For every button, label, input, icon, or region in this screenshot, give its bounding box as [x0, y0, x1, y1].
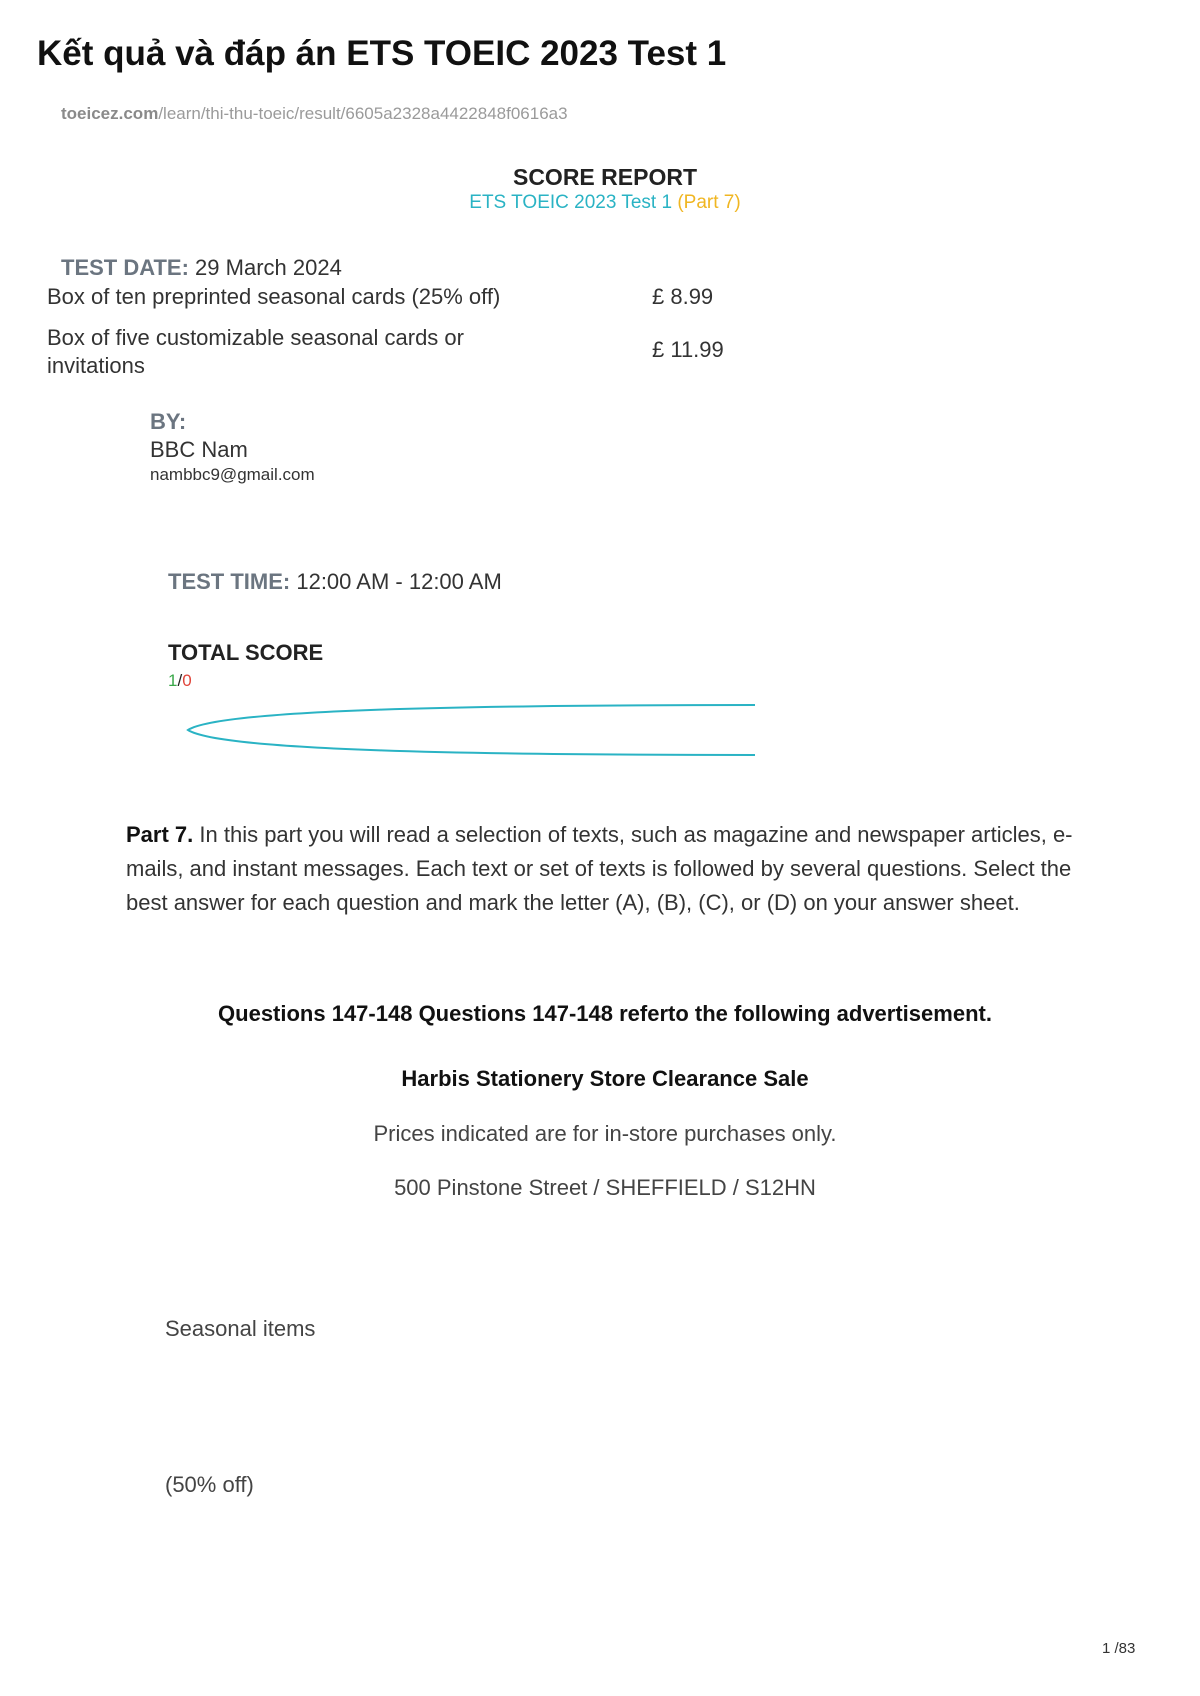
page-title: Kết quả và đáp án ETS TOEIC 2023 Test 1	[37, 34, 727, 73]
test-date-label: TEST DATE:	[61, 255, 189, 280]
test-time-label: TEST TIME:	[168, 569, 291, 594]
item-2-price: £ 11.99	[652, 337, 724, 362]
item-2-name: Box of ﬁve customizable seasonal cards or	[47, 325, 464, 350]
author-email: nambbc9@gmail.com	[150, 465, 315, 484]
ad-address: 500 Pinstone Street / SHEFFIELD / S12HN	[394, 1175, 816, 1200]
ad-seasonal-items: Seasonal items	[165, 1316, 316, 1341]
ad-store-title: Harbis Stationery Store Clearance Sale	[401, 1066, 809, 1091]
part7-text: In this part you will read a selection of texts, such as magazine and newspaper articles, e-mails, and instant messages. Each text or set of texts is followed by several questions. Select the best answer for each question and mark the letter (A), (B), (C), or (D) on your answer sheet.	[126, 822, 1073, 915]
part7-label: Part 7.	[126, 822, 194, 847]
item-1-name: Box of ten preprinted seasonal cards (25% off)	[47, 284, 501, 309]
url-domain: toeicez.com	[61, 104, 159, 123]
score-gauge-arc	[188, 705, 755, 755]
score-gauge	[180, 695, 760, 765]
test-time	[168, 569, 502, 595]
score-total: 0	[182, 671, 192, 690]
test-time-value: 12:00 AM - 12:00 AM	[296, 569, 502, 594]
source-url[interactable]	[61, 104, 568, 124]
test-date	[61, 255, 342, 281]
test-name: ETS TOEIC 2023 Test 1	[469, 192, 673, 213]
score-report-heading: SCORE REPORT	[512, 164, 698, 190]
ad-discount: (50% off)	[165, 1472, 254, 1497]
test-date-value: 29 March 2024	[195, 255, 342, 280]
questions-heading: Questions 147-148 Questions 147-148 referto the following advertisement.	[218, 1001, 992, 1026]
total-score-label: TOTAL SCORE	[168, 640, 324, 665]
item-1-price: £ 8.99	[652, 284, 714, 309]
author-name: BBC Nam	[150, 437, 248, 462]
score-correct: 1	[168, 671, 178, 690]
part7-instructions	[126, 818, 1076, 920]
total-score-value	[168, 671, 192, 691]
test-name-line	[410, 192, 800, 214]
part-label: (Part 7)	[677, 192, 741, 213]
url-path: /learn/thi-thu-toeic/result/6605a2328a4422848f0616a3	[158, 104, 568, 123]
by-label: BY:	[150, 409, 187, 434]
item-2-name-cont: invitations	[47, 353, 145, 378]
score-separator: /	[177, 671, 183, 690]
page-number: 1 /83	[1102, 1640, 1136, 1657]
ad-prices-note: Prices indicated are for in-store purchases only.	[373, 1121, 837, 1146]
